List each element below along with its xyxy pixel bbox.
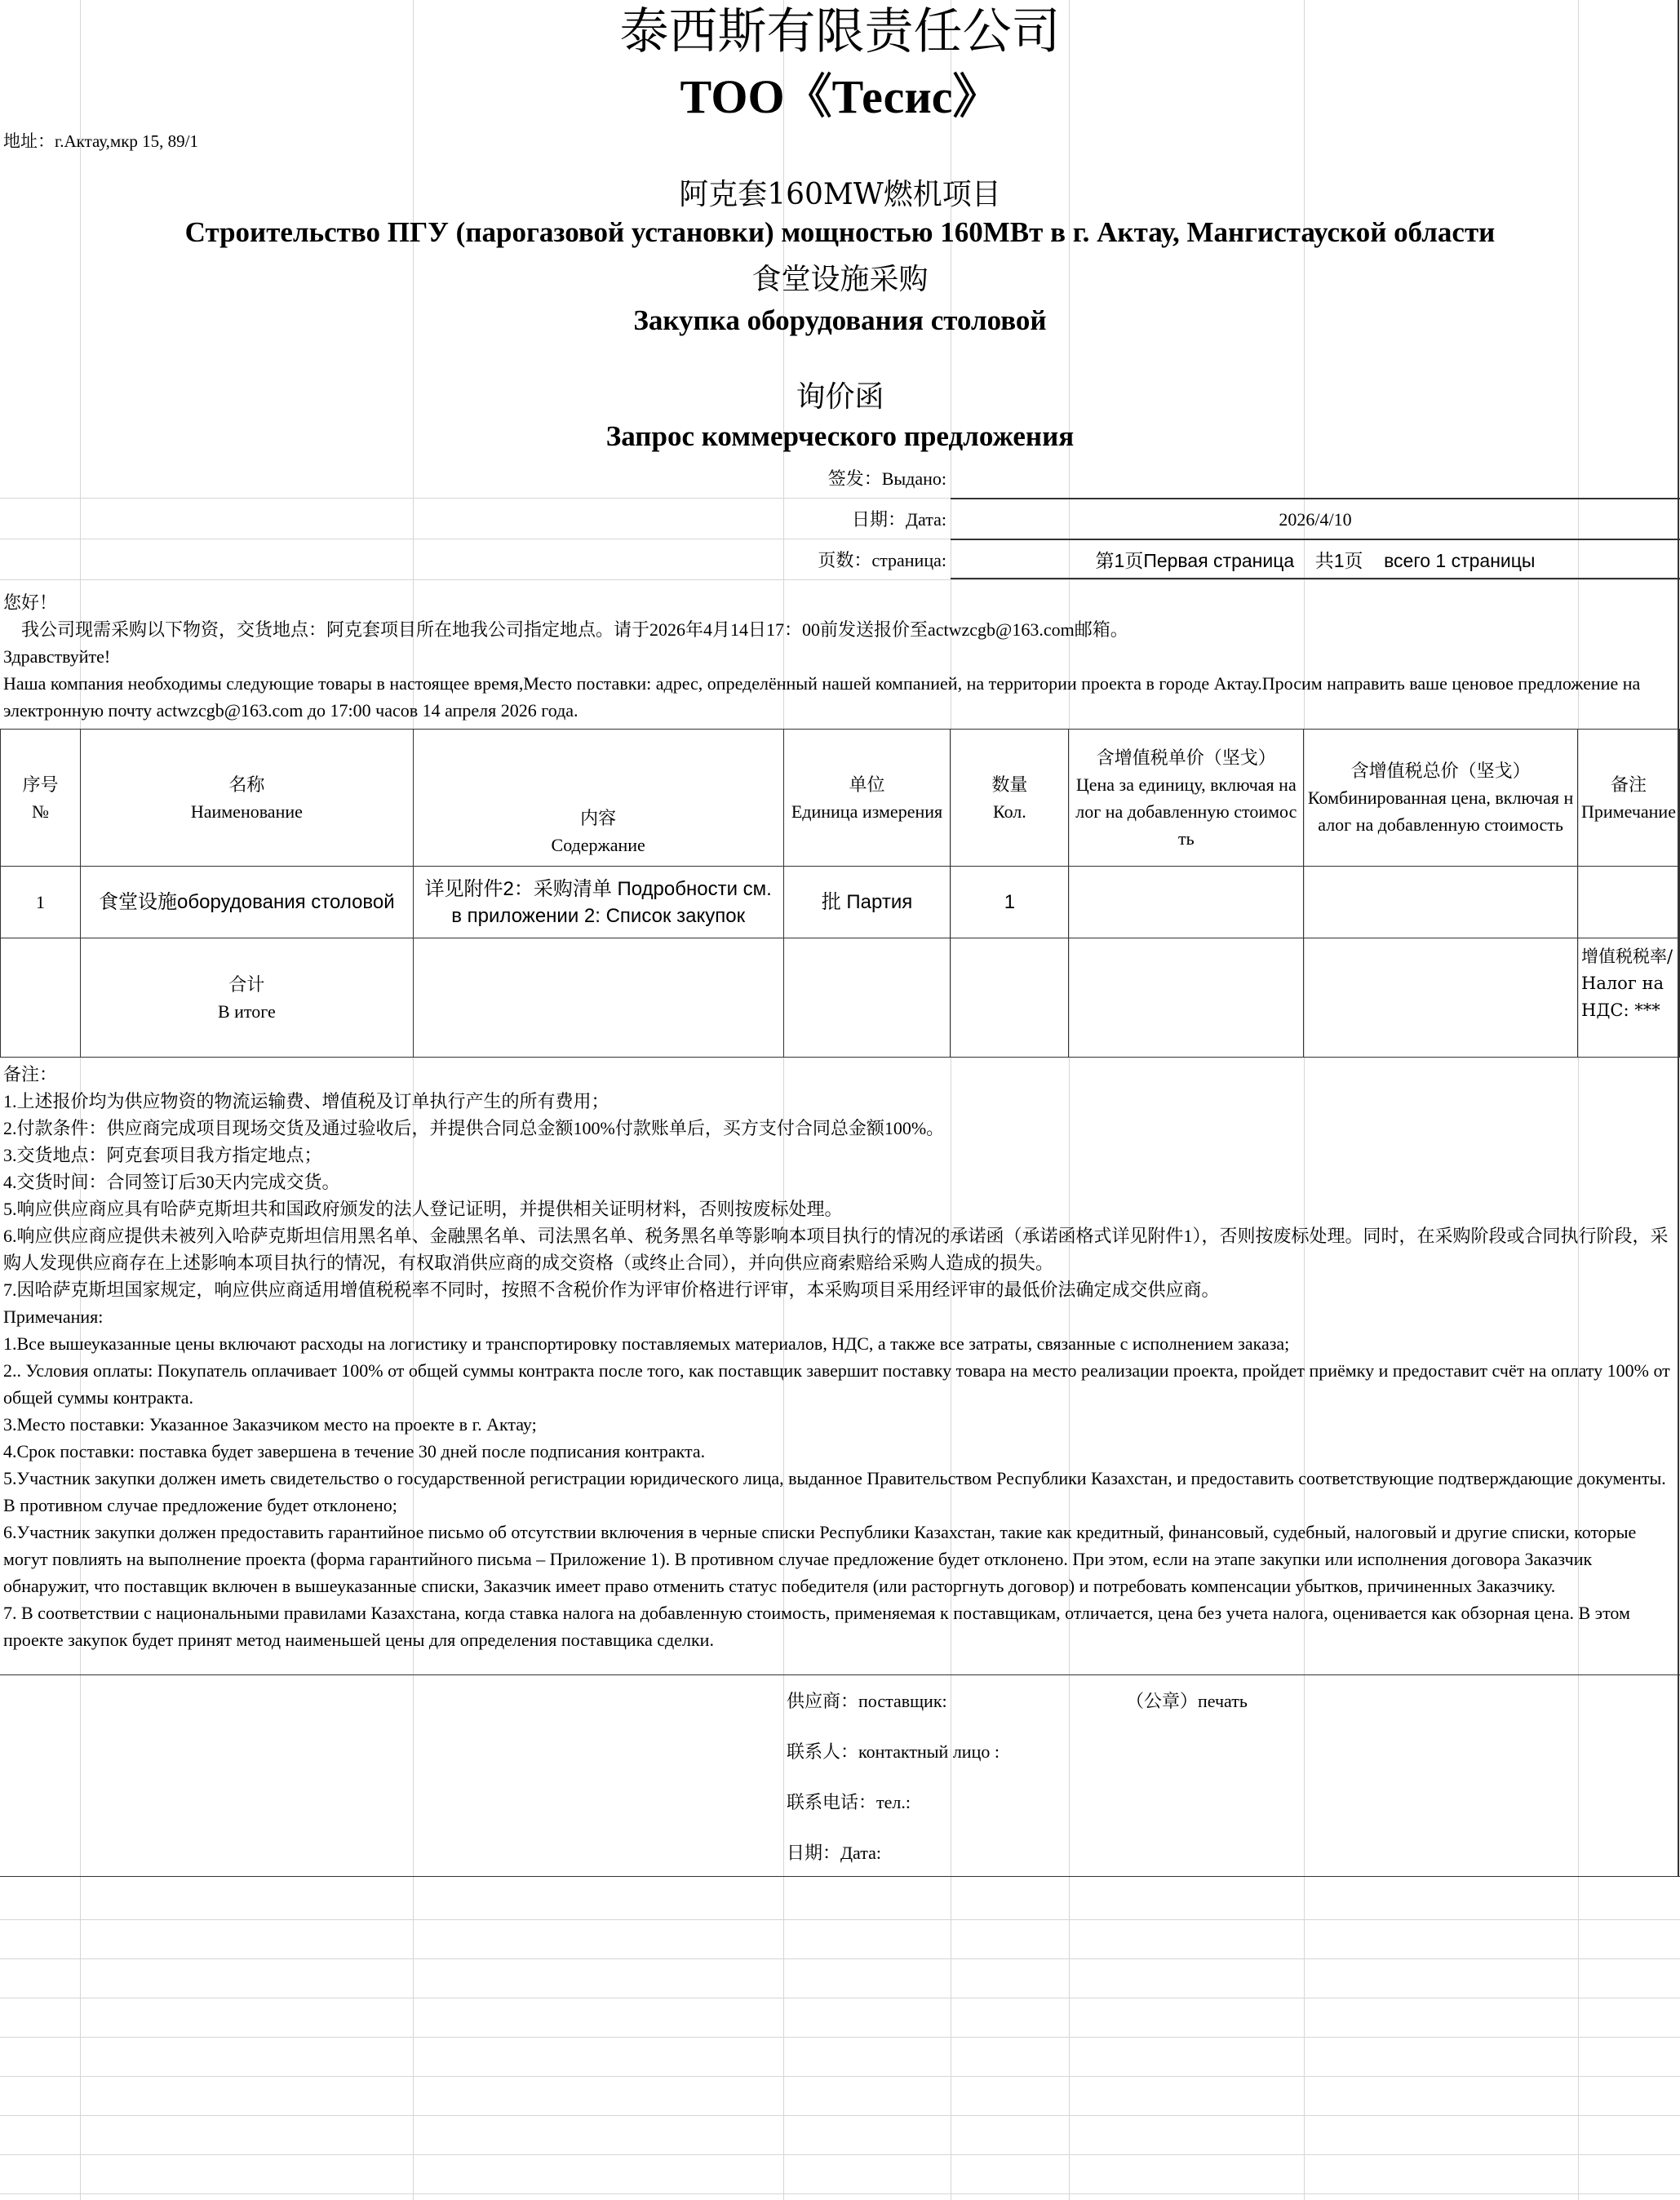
note-cn-3: 3.交货地点：阿克套项目我方指定地点； [3,1145,322,1165]
meta-divider [951,578,1680,579]
seal-label: （公章）печать [1126,1691,1248,1711]
sign-date-label: 日期：Дата: [787,1843,881,1863]
note-ru-6: 6.Участник закупки должен предоставить гарантийное письмо об отсутствии включения в черные списки Республики Казахстан, такие как кредитный, финансовый, судебный, налоговый и другие списки, которые могут повлиять на выполнение проекта (форма гарантийного письма – Приложение 1). В противном случае предложение будет отклонено. При этом, если на этапе закупки или исполнения договора Заказчик обнаружит, что поставщик включен в вышеуказанные списки, Заказчик имеет право отменить статус победителя (или расторгнуть договор) и потребовать компенсации убытков, причиненных Заказчику. [3,1522,1637,1596]
inquiry-title-ru: Запрос коммерческого предложения [605,420,1075,452]
phone-label: 联系电话：тел.: [787,1792,911,1812]
row-qty: 1 [951,867,1069,938]
notes-section [3,1061,1678,1653]
note-ru-5: 5.Участник закупки должен иметь свидетельство о государственной регистрации юридического лица, выданное Правительством Республики Казахстан, и предоставить соответствующие подтверждающие документы. В противном случае предложение будет отклонено; [3,1468,1666,1515]
note-cn-4: 4.交货时间：合同签订后30天内完成交货。 [3,1172,340,1192]
notes-title-cn: 备注： [3,1064,58,1084]
intro-body-ru: Наша компания необходимы следующие товары в настоящее время,Место поставки: адрес, определённый нашей компанией, на территории проекта в городе Актау.Просим направить ваше ценовое предложение на электронную почту actwzcgb@163.com до 17:00 часов 14 апреля 2026 года. [3,673,1641,721]
note-ru-4: 4.Срок поставки: поставка будет завершена в течение 30 дней после подписания контракта. [3,1441,706,1461]
issued-value [951,459,1680,499]
note-cn-1: 1.上述报价均为供应物资的物流运输费、增值税及订单执行产生的所有费用； [3,1091,609,1111]
purchase-title-ru: Закупка оборудования столовой [633,304,1047,336]
row-remark [1578,867,1680,938]
meta-divider [951,498,1680,499]
greeting-cn: 您好！ [3,592,58,613]
vat-note: 增值税税率/Налог на НДС: *** [1578,938,1680,1058]
note-cn-2: 2.付款条件：供应商完成项目现场交货及通过验收后，并提供合同总金额100%付款账单后，买方支付合同总金额100%。 [3,1118,945,1138]
issued-label: 签发：Выдано: [827,468,946,489]
note-ru-1: 1.Все вышеуказанные цены включают расходы на логистику и транспортировку поставляемых материалов, НДС, а также все затраты, связанные с исполнением заказа; [3,1333,1290,1354]
items-table [0,729,1680,1058]
notes-title-ru: Примечания: [3,1306,104,1327]
table-row [1,867,1680,938]
project-name-ru: Строительство ПГУ (парогазовой установки) мощностью 160МВт в г. Актау, Мангистауской области [184,216,1496,248]
table-header-row [1,730,1680,867]
row-unit: 批 Партия [783,867,951,938]
header-remark: 备注 Примечание [1578,730,1680,867]
row-unit-price [1069,867,1304,938]
total-label: 合计 В итоге [80,938,413,1058]
header-unit: 单位 Единица измерения [783,730,951,867]
page-label: 页数：страница: [818,550,946,570]
header-total-price: 含增值税总价（坚戈） Комбинированная цена, включая налог на добавленную стоимость [1304,730,1578,867]
company-name-ru: ТОО《Тесис》 [680,70,1000,123]
row-no: 1 [1,867,81,938]
supplier-label: 供应商：поставщик: [787,1691,947,1711]
project-name-cn: 阿克套160MW燃机项目 [679,178,1001,211]
header-no: 序号 № [1,730,81,867]
greeting-ru: Здравствуйте! [3,646,111,667]
row-content: 详见附件2：采购清单 Подробности см. в приложении 2: Список закупок [413,867,783,938]
page-value: 第1页Первая страница 共1页 всего 1 страницы [1095,550,1536,571]
intro-body-cn: 我公司现需采购以下物资，交货地点：阿克套项目所在地我公司指定地点。请于2026年4月14日17：00前发送报价至actwzcgb@163.com邮箱。 [3,619,1128,640]
page-right-border [1678,0,1679,1877]
date-label: 日期：Дата: [852,509,946,530]
contact-label: 联系人：контактный лицо : [787,1741,1000,1762]
inquiry-title-cn: 询价函 [796,380,884,414]
purchase-title-cn: 食堂设施采购 [751,263,929,296]
note-cn-5: 5.响应供应商应具有哈萨克斯坦共和国政府颁发的法人登记证明，并提供相关证明材料，否则按废标处理。 [3,1199,843,1219]
row-total-price [1304,867,1578,938]
date-value: 2026/4/10 [1279,509,1352,530]
company-name-cn: 泰西斯有限责任公司 [619,3,1061,60]
note-ru-7: 7. В соответствии с национальными правилами Казахстана, когда ставка налога на добавленную стоимость, применяемая к поставщикам, отличается, цена без учета налога, оценивается как обзорная цена. В этом проекте закупок будет принят метод наименьшей цены для определения поставщика сделки. [3,1603,1630,1650]
company-address: 地址：г.Актау,мкр 15, 89/1 [3,131,198,151]
meta-divider [951,539,1680,540]
note-cn-7: 7.因哈萨克斯坦国家规定，响应供应商适用增值税税率不同时，按照不含税价作为评审价格进行评审，本采购项目采用经评审的最低价法确定成交供应商。 [3,1280,1220,1300]
note-ru-2: 2.. Условия оплаты: Покупатель оплачивает 100% от общей суммы контракта после того, как поставщик завершит поставку товара на место реализации проекта, пройдет приёмку и предоставит счёт на оплату 100% от общей суммы контракта. [3,1360,1670,1408]
note-ru-3: 3.Место поставки: Указанное Заказчиком место на проекте в г. Актау; [3,1414,537,1435]
header-content: 内容 Содержание [413,730,783,867]
header-qty: 数量 Кол. [951,730,1069,867]
note-cn-6: 6.响应供应商应提供未被列入哈萨克斯坦信用黑名单、金融黑名单、司法黑名单、税务黑名单等影响本项目执行的情况的承诺函（承诺函格式详见附件1），否则按废标处理。同时，在采购阶段或合同执行阶段，采购人发现供应商存在上述影响本项目执行的情况，有权取消供应商的成交资格（或终止合同），并向供应商索赔给采购人造成的损失。 [3,1226,1669,1273]
row-name: 食堂设施оборудования столовой [80,867,413,938]
table-total-row [1,938,1680,1058]
header-unit-price: 含增值税单价（坚戈） Цена за единицу, включая налог на добавленную стоимость [1069,730,1304,867]
header-name: 名称 Наименование [80,730,413,867]
